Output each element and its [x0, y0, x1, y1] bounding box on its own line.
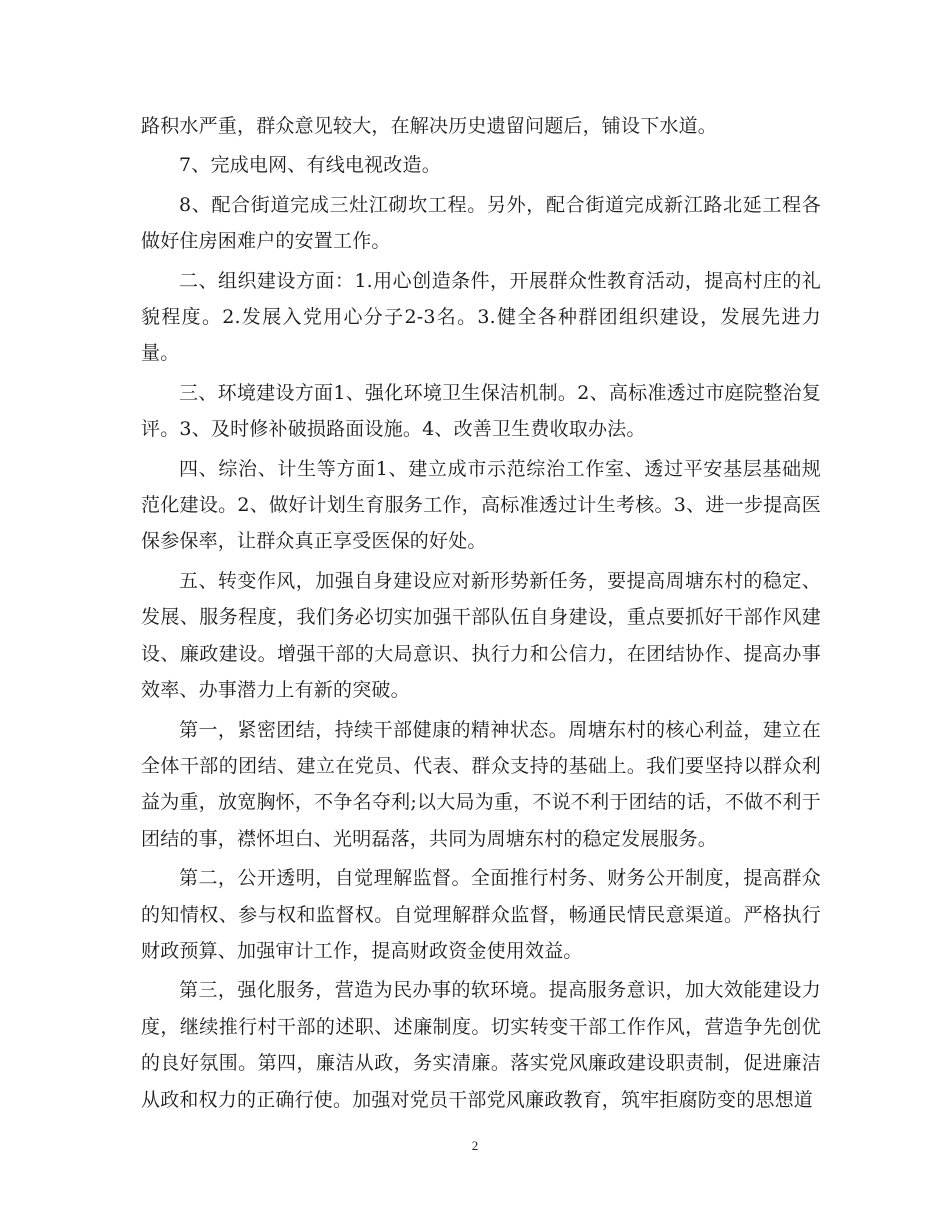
paragraph-work-style: 五、转变作风，加强自身建设应对新形势新任务，要提高周塘东村的稳定、发展、服务程度，我们务必切实加强干部队伍自身建设，重点要抓好干部作风建设、廉政建设。增强干部的大局意识、执行力和公信力，在团结协作、提高办事效率、办事潜力上有新的突破。: [141, 569, 821, 702]
document-body: [141, 108, 821, 1121]
paragraph-public-safety: 四、综治、计生等方面1、建立成市示范综治工作室、透过平安基层基础规范化建设。2、做好计划生育服务工作，高标准透过计生考核。3、进一步提高医保参保率，让群众真正享受医保的好处。: [141, 457, 821, 553]
paragraph-continuation: 路积水严重，群众意见较大，在解决历史遗留问题后，铺设下水道。: [141, 115, 718, 137]
paragraph-second-transparency: 第二，公开透明，自觉理解监督。全面推行村务、财务公开制度，提高群众的知情权、参与权和监督权。自觉理解群众监督，畅通民情民意渠道。严格执行财政预算、加强审计工作，提高财政资金使用效益。: [141, 867, 821, 962]
page-number: 2: [471, 1138, 479, 1153]
paragraph-environment: 三、环境建设方面1、强化环境卫生保洁机制。2、高标准透过市庭院整治复评。3、及时修补破损路面设施。4、改善卫生费收取办法。: [141, 381, 821, 441]
paragraph-first-unity: 第一，紧密团结，持续干部健康的精神状态。周塘东村的核心利益，建立在全体干部的团结、建立在党员、代表、群众支持的基础上。我们要坚持以群众利益为重，放宽胸怀，不争名夺利;以大局为重，不说不利于团结的话，不做不利于团结的事，襟怀坦白、光明磊落，共同为周塘东村的稳定发展服务。: [141, 718, 821, 850]
paragraph-organization: 二、组织建设方面：1.用心创造条件，开展群众性教育活动，提高村庄的礼貌程度。2.发展入党用心分子2-3名。3.健全各种群团组织建设，发展先进力量。: [141, 269, 821, 365]
paragraph-item-8: 8、配合街道完成三灶江砌坎工程。另外，配合街道完成新江路北延工程各做好住房困难户的安置工作。: [141, 193, 821, 253]
paragraph-item-7: 7、完成电网、有线电视改造。: [179, 154, 441, 177]
paragraph-third-service: 第三，强化服务，营造为民办事的软环境。提高服务意识，加大效能建设力度，继续推行村干部的述职、述廉制度。切实转变干部工作作风，营造争先创优的良好氛围。第四，廉洁从政，务实清廉。落实党风廉政建设职责制，促进廉洁从政和权力的正确行使。加强对党员干部党风廉政教育，筑牢拒腐防变的思想道: [141, 979, 821, 1111]
